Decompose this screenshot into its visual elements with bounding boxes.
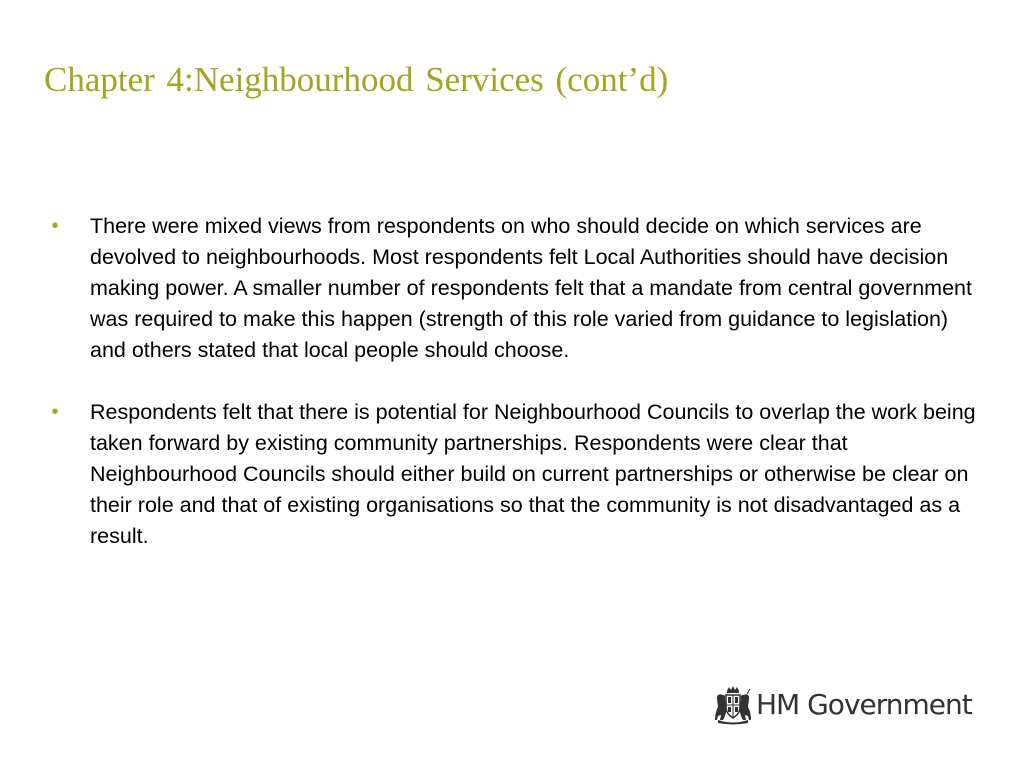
bullet-item [48, 211, 978, 366]
logo-text: HM Government [756, 688, 972, 721]
bullet-marker: • [51, 401, 59, 423]
bullet-text: Respondents felt that there is potential for Neighbourhood Councils to overlap the work being taken forward by existing community partnerships. Respondents were clear that Neighbourhood Councils should either build on current partnerships or otherwise be clear on their role and that of existing organisations so that the community is not disadvantaged as a result. [90, 400, 976, 548]
bullet-text: There were mixed views from respondents on who should decide on which services are devolved to neighbourhoods. Most respondents felt Local Authorities should have decision making power. A smaller number of respondents felt that a mandate from central government was required to make this happen (strength of this role varied from guidance to legislation) and others stated that local people should choose. [90, 214, 972, 362]
royal-crest-icon [714, 685, 752, 725]
bullet-list [48, 211, 978, 583]
slide-title: Chapter 4:Neighbourhood Services (cont’d) [44, 60, 669, 99]
hm-government-logo [714, 683, 972, 727]
bullet-item [48, 397, 978, 552]
bullet-marker: • [51, 215, 59, 237]
